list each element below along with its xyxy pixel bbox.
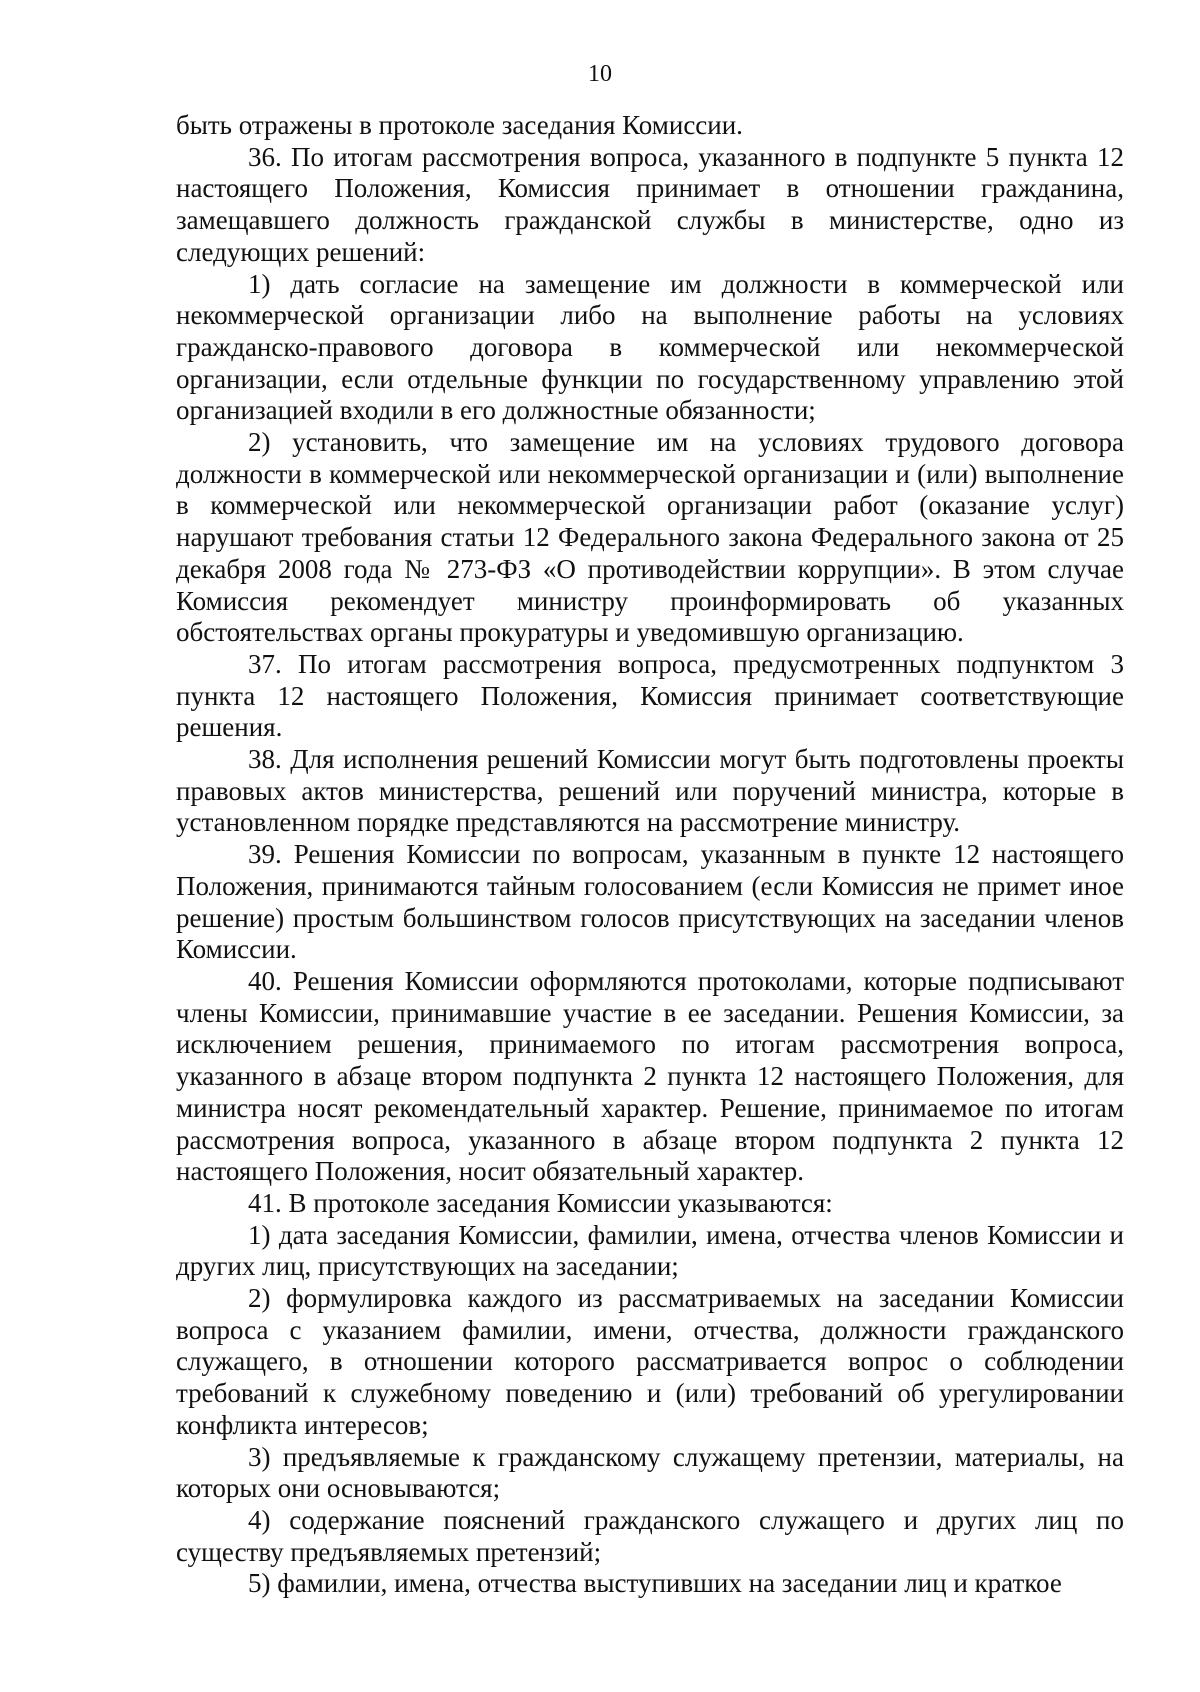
paragraph-item-40: 40. Решения Комиссии оформляются протоколами, которые подписывают члены Комиссии, принимавшие участие в ее заседании. Решения Комиссии, за исключением решения, принимаемого по итогам рассмотрения вопроса, указанного в абзаце втором подпункта 2 пункта 12 настоящего Положения, для министра носят рекомендательный характер. Решение, принимаемое по итогам рассмотрения вопроса, указанного в абзаце втором подпункта 2 пункта 12 настоящего Положения, носит обязательный характер. [176,965,1124,1187]
paragraph-item-41: 41. В протоколе заседания Комиссии указываются: [248,1187,833,1218]
paragraph-item-36-sub-1: 1) дать согласие на замещение им должности в коммерческой или некоммерческой организации либо на выполнение работы на условиях гражданско-правового договора в коммерческой или некоммерческой организации, если отдельные функции по государственному управлению этой организацией входили в его должностные обязанности; [176,268,1124,426]
paragraph-item-36: 36. По итогам рассмотрения вопроса, указанного в подпункте 5 пункта 12 настоящего Положения, Комиссия принимает в отношении гражданина, замещавшего должность гражданской службы в министерстве, одно из следующих решений: [176,141,1124,267]
paragraph-item-41-sub-5: 5) фамилии, имена, отчества выступивших на заседании лиц и краткое [248,1568,1062,1599]
paragraph-item-41-sub-3: 3) предъявляемые к гражданскому служащему претензии, материалы, на которых они основываются; [176,1441,1124,1504]
document-body [176,110,1124,1600]
paragraph-item-38: 38. Для исполнения решений Комиссии могут быть подготовлены проекты правовых актов министерства, решений или поручений министра, которые в установленном порядке представляются на рассмотрение министру. [176,744,1124,838]
paragraph-item-41-sub-1: 1) дата заседания Комиссии, фамилии, имена, отчества членов Комиссии и других лиц, присутствующих на заседании; [176,1219,1124,1282]
paragraph-continuation: быть отражены в протоколе заседания Комиссии. [176,110,743,140]
paragraph-item-37: 37. По итогам рассмотрения вопроса, предусмотренных подпунктом 3 пункта 12 настоящего Положения, Комиссия принимает соответствующие решения. [176,648,1124,743]
page-number: 10 [588,61,612,87]
paragraph-item-41-sub-2: 2) формулировка каждого из рассматриваемых на заседании Комиссии вопроса с указанием фамилии, имени, отчества, должности гражданского служащего, в отношении которого рассматривается вопрос о соблюдении требований к служебному поведению и (или) требований об урегулировании конфликта интересов; [176,1283,1124,1440]
paragraph-item-36-sub-2: 2) установить, что замещение им на условиях трудового договора должности в коммерческой или некоммерческой организации и (или) выполнение в коммерческой или некоммерческой организации работ (оказание услуг) нарушают требования статьи 12 Федерального закона Федерального закона от 25 декабря 2008 года № 273-ФЗ «О противодействии коррупции». В этом случае Комиссия рекомендует министру проинформировать об указанных обстоятельствах органы прокуратуры и уведомившую организацию. [176,427,1124,648]
paragraph-item-39: 39. Решения Комиссии по вопросам, указанным в пункте 12 настоящего Положения, принимаются тайным голосованием (если Комиссия не примет иное решение) простым большинством голосов присутствующих на заседании членов Комиссии. [176,839,1124,965]
paragraph-item-41-sub-4: 4) содержание пояснений гражданского служащего и других лиц по существу предъявляемых претензий; [176,1504,1124,1567]
